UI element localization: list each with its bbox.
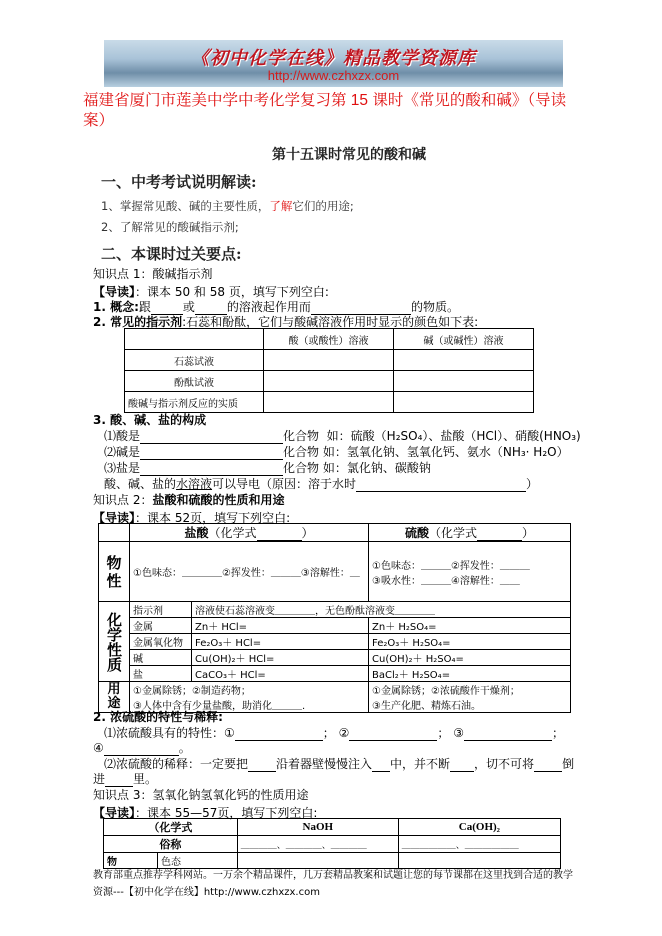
section-1-item-1: 1、掌握常见酸、碱的主要性质，了解它们的用途; xyxy=(101,199,354,213)
kp3-guide: 【导读】：课本 55—57页，填写下列空白: xyxy=(93,806,318,820)
kp1-guide: 【导读】：课本 50 和 58 页，填写下列空白: xyxy=(93,285,329,299)
lesson-title: 第十五课时常见的酸和碱 xyxy=(272,147,426,163)
phys-label: 物性 xyxy=(99,542,130,602)
section-1-item-2: 2、了解常见的酸碱指示剂; xyxy=(101,220,239,234)
footer-line-1: 教育部重点推荐学科网站。一万余个精品课件，几万套精品教案和试题让您的每节课都在这里找到合适的教学 xyxy=(93,870,573,881)
salt-line: ⑶盐是 化合物 如：氯化钠、碳酸钠 xyxy=(104,461,431,475)
kp1-concept: 1. 概念:跟 或 的溶液起作用而 的物质。 xyxy=(93,300,459,314)
acid-line: ⑴酸是 化合物 如：硫酸（H₂SO₄）、盐酸（HCl）、硝酸(HNO₃) xyxy=(104,429,581,443)
conc-props-4: ④ 。 xyxy=(93,741,191,755)
row-litmus: 石蕊试液 xyxy=(125,350,264,371)
acid-properties-table: 盐酸（化学式 ） 硫酸（化学式 ） 物性 ①色味态：＿＿＿＿②挥发性：＿＿＿③溶解性：＿ ①色味态：＿＿＿②挥发性：＿＿＿ ③吸水性：＿＿＿④溶解性：＿＿ 化学性质 指示剂 溶液使石蕊溶液变＿＿＿＿，无色酚酞溶液变＿＿＿＿ 金属 Zn＋ HCl= Zn＋ H₂SO₄= 金属氧化物 Fe₂O₃＋ HCl= Fe₂O₃＋ H₂SO₄= 碱 Cu(OH)₂＋ HCl= Cu(OH)₂＋ H₂SO₄= 盐 CaCO₃＋ HCl= BaCl₂＋ H₂SO₄= 用途 ①金属除锈；②制造药物； ③人体中含有少量盐酸，助消化＿＿＿. ①金属除锈；②浓硫酸作干燥剂； ③生产化肥、精炼石油。 xyxy=(98,523,571,713)
banner-title: 《初中化学在线》精品教学资源库 xyxy=(191,48,476,69)
banner-url[interactable]: http://www.czhxzx.com xyxy=(267,68,400,83)
conc-label: 2. 浓硫酸的特性与稀释: xyxy=(93,710,223,724)
row-essence: 酸碱与指示剂反应的实质 xyxy=(125,392,264,413)
base-table: （化学式 NaOH Ca(OH)₂ 俗称 ＿＿＿＿、＿＿＿＿、＿＿＿＿ ＿＿＿＿＿＿、＿＿＿＿＿＿ 物 色态 xyxy=(103,818,561,869)
row-phenol: 酚酞试液 xyxy=(125,371,264,392)
kp3-title: 知识点 3：氢氧化钠氢氧化钙的性质用途 xyxy=(93,788,309,802)
footer-line-2: 资源---【初中化学在线】http://www.czhxzx.com xyxy=(93,887,320,898)
section-1-heading: 一、中考考试说明解读: xyxy=(101,173,257,191)
use-label: 用途 xyxy=(99,682,130,713)
chem-label: 化学性质 xyxy=(99,602,130,682)
conc-dilute: ⑵浓硫酸的稀释：一定要把 沿着器壁慢慢注入 中，并不断 ，切不可将 倒 xyxy=(104,757,575,771)
kp2-title: 知识点 2：盐酸和硫酸的性质和用途 xyxy=(93,493,285,507)
section-2-heading: 二、本课时过关要点: xyxy=(101,245,242,263)
kp2-guide: 【导读】：课本 52页，填写下列空白: xyxy=(93,511,291,525)
doc-title: 福建省厦门市莲美中学中考化学复习第 15 课时《常见的酸和碱》（导读 xyxy=(83,92,567,109)
kp1-indicators: 2. 常见的指示剂:石蕊和酚酞，它们与酸碱溶液作用时显示的颜色如下表: xyxy=(93,315,479,329)
kp1-compose-label: 3. 酸、碱、盐的构成 xyxy=(93,413,207,427)
kp1-title: 知识点 1：酸碱指示剂 xyxy=(93,267,213,281)
conc-dilute-2: 进 里。 xyxy=(93,772,158,786)
conc-props: ⑴浓硫酸具有的特性：① ； ② ； ③ ； xyxy=(104,726,564,740)
conduct-line: 酸、碱、盐的水溶液可以导电（原因：溶于水时 ） xyxy=(104,477,539,491)
banner-image xyxy=(104,40,563,87)
indicator-table: 酸（或酸性）溶液 碱（或碱性）溶液 石蕊试液 酚酞试液 酸碱与指示剂反应的实质 xyxy=(124,328,534,413)
base-line: ⑵碱是 化合物 如：氢氧化钠、氢氧化钙、氨水（NH₃· H₂O） xyxy=(104,445,569,459)
doc-title-2: 案） xyxy=(83,112,115,129)
